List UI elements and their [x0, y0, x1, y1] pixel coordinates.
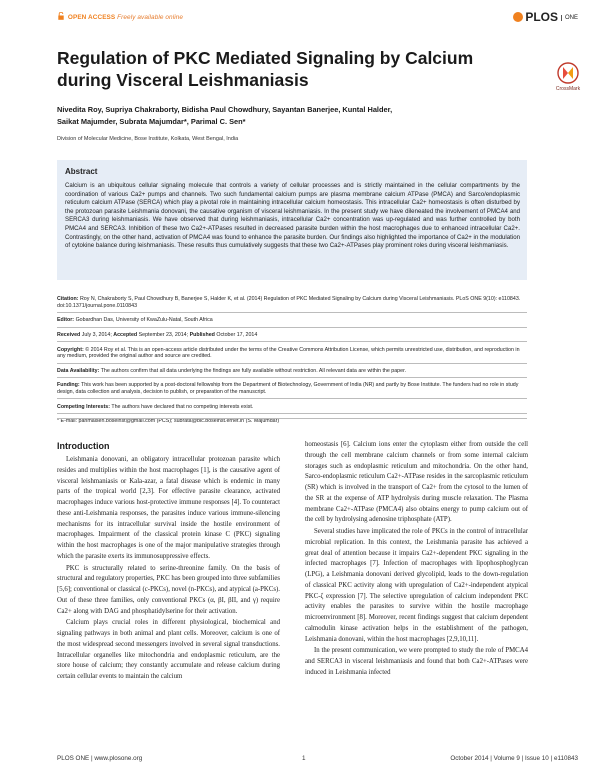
section-divider [57, 418, 527, 419]
citation: Citation: Roy N, Chakraborty S, Paul Chowdhury B, Banerjee S, Halder K, et al. (2014) Regulation of PKC Mediated Signaling by Calcium during Visceral Leishmaniasis. PLoS ONE 9(10): e110843. doi:10.1371/journal.pone.0110843 [57, 296, 521, 309]
journal-header [58, 10, 578, 26]
journal-suffix: ONE [561, 15, 578, 21]
introduction-heading: Introduction [57, 441, 110, 451]
affiliation: Division of Molecular Medicine, Bose Institute, Kolkata, West Bengal, India [57, 136, 239, 142]
crossmark-badge[interactable] [548, 62, 588, 92]
footer-issue-info: October 2014 | Volume 9 | Issue 10 | e110843 [450, 755, 578, 762]
authors-line-1: Nivedita Roy, Supriya Chakraborty, Bidisha Paul Chowdhury, Sayantan Banerjee, Kuntal Halder, [57, 105, 393, 114]
competing-interests: Competing Interests: The authors have declared that no competing interests exist. [57, 403, 254, 410]
intro-paragraph: homeostasis [6]. Calcium ions enter the cytoplasm either from outside the cell through the cell membrane calcium channels or from some internal calcium storages such as endoplasmic reticulum and mitochondria. On the other hand, Sarco-endoplasmic reticulum Ca2+-ATPase resides in the sarcoplasmic reticulum (SR) which is involved in the transport of Ca2+ from the cytosol to the lumen of the SR at the expense of ATP hydrolysis during muscle relaxation. The Plasma membrane Ca2+-ATPase (PMCA4) also obtains energy to pump calcium out of the cell by hydrolysing adenosine triphosphate (ATP). [305, 441, 528, 524]
data-availability: Data Availability: The authors confirm that all data underlying the findings are fully available without restriction. All relevant data are within the paper. [57, 367, 407, 374]
intro-paragraph: Several studies have implicated the role of PKCs in the control of intracellular microbial replication. In this context, the Leishmania parasite has achieved a great deal of attention because it impairs Ca2+-dependent PKC signaling in the infected macrophages [7]. Infection of macrophages with lipophosphoglycan (LPG), a Leishmania donovani derived glycolipid, leads to the down-regulation of classical PKC activity along with upregulation of Ca2+-independent atypical PKC-ζ expression [7]. The selective upregulation of calcium independent PKC activity enables the parasites to survive within the hostile macrophage microenvironment [8]. Moreover, recent findings suggest that calcium dependent calmodulin kinase activation helps in the establishment of the pathogen, Leishmania donovani, within the host macrophages [2,9,10,11]. [305, 528, 528, 643]
crossmark-icon [557, 62, 579, 84]
footer-journal-url[interactable]: PLOS ONE | www.plosone.org [57, 755, 143, 762]
article-title: Regulation of PKC Mediated Signaling by Calcium during Visceral Leishmaniasis [57, 48, 474, 90]
meta-divider [57, 363, 527, 364]
meta-divider [57, 377, 527, 378]
body-column-right [305, 440, 528, 680]
abstract-box [57, 160, 527, 280]
journal-logo [513, 10, 578, 24]
abstract-heading: Abstract [65, 167, 98, 176]
funding: Funding: This work has been supported by a post-doctoral fellowship from the Department of Biotechnology, Government of India (NR) and partly by Bose Institute. The funders had no role in study design, data collection and analysis, decision to publish, or preparation of the manuscript. [57, 382, 519, 396]
meta-divider [57, 327, 527, 328]
journal-name: PLOS [525, 10, 558, 24]
plos-dot-icon [513, 12, 523, 22]
intro-paragraph: In the present communication, we were prompted to study the role of PMCA4 and SERCA3 in visceral leishmaniasis and found that both Ca2+-ATPases were induced in Leishmania infected [305, 647, 528, 676]
copyright: Copyright: © 2014 Roy et al. This is an open-access article distributed under the terms of the Creative Commons Attribution License, which permits unrestricted use, distribution, and reproduction in any medium, provided the original author and source are credited. [57, 346, 520, 360]
meta-divider [57, 341, 527, 342]
page-number: 1 [302, 755, 306, 762]
meta-divider [57, 312, 527, 313]
free-availability-label: Freely available online [117, 14, 184, 21]
dates: Received July 3, 2014; Accepted September 23, 2014; Published October 17, 2014 [57, 331, 258, 338]
access-label: ACCESS [88, 14, 116, 21]
open-label: OPEN [67, 14, 87, 21]
author-list [57, 104, 527, 128]
open-access-badge [58, 12, 183, 21]
editor: Editor: Gobardhan Das, University of KwaZulu-Natal, South Africa [57, 317, 213, 324]
intro-paragraph: PKC is structurally related to serine-threonine family. On the basis of structural and regulatory properties, PKC has been grouped into three subfamilies [5,6]; conventional or classical (c-PKCs), novel (n-PKCs), and atypical (a-PKCs). Out of these three families, only conventional PKCs (α, βI, βII, and γ) require Ca2+ along with DAG and phosphatidylserine for their activation. [57, 564, 280, 615]
meta-divider [57, 413, 527, 414]
corresponding-email: * E-mail: parimalsen.boseinst@gmail.com (PCS); subrata@bic.boseinst.ernet.in (S. Majumdar) [57, 418, 280, 425]
crossmark-label: CrossMark [555, 86, 581, 92]
body-column-left [57, 441, 280, 684]
intro-paragraph: Leishmania donovani, an obligatory intracellular protozoan parasite which resides and multiplies within the host macrophages [1], is the causative agent of visceral leishmaniasis or Kala-azar, a fatal disease which is endemic in many parts of the tropical world [2,3]. For effective parasite clearance, activated macrophages induce various host-protective immune responses [4]. To counteract these anti-Leishmania responses, the parasites induce various immune-silencing mechanisms for its intracellular survival inside the hostile environment of macrophages. Impairment of the classical protein kinase C (PKC) signaling within the host macrophages is one of the major manipulative strategies through which the parasite exerts its immunosuppressive effects. [57, 456, 280, 560]
meta-divider [57, 398, 527, 399]
authors-line-2: Saikat Majumder, Subrata Majumdar*, Parimal C. Sen* [57, 117, 246, 126]
abstract-text: Calcium is an ubiquitous cellular signaling molecule that controls a variety of cellular processes and is strictly maintained in the cellular compartments by the coordination of various Ca2+ pumps and channels. Two such fundamental calcium pumps are plasma membrane calcium ATPase (PMCA) and Sarco/endoplasmic reticulum calcium ATPase (SERCA) which play a pivotal role in maintaining intracellular calcium homeostasis. This intracellular Ca2+ homeostasis is often disturbed by the protozoan parasite Leishmania donovani, the causative organism of visceral leishmaniasis. In the present study we have dileneated the involvement of PMCA4 and SERCA3 during leishmaniasis. We have observed that during leishmaniasis, intracellular Ca2+ concentration was up-regulated and was further controlled by both PMCA4 and SERCA3. Inhibition of these two Ca2+-ATPases resulted in decreased parasite burden within the host macrophages due to enhanced intracellular Ca2+. Contrastingly, on the other hand, activation of PMCA4 was found to enhance the parasite burden. Our findings also highlighted the importance of Ca2+ in the modulation of cytokine balance during leishmaniasis. These results thus cumulatively suggests that these two Ca2+-ATPases play prominent roles during visceral leishmaniasis. [65, 182, 520, 250]
article-metadata [57, 296, 527, 429]
open-lock-icon [58, 12, 64, 20]
intro-paragraph: Calcium plays crucial roles in different physiological, biochemical and signaling pathways in both animal and plant cells. Moreover, calcium is one of the most widespread second messengers involved in several signal transductions. Intracellular organelles like mitochondria and endoplasmic reticulum, are the store house of calcium; they constantly accumulate and release calcium during certain cellular events to maintain the calcium [57, 619, 280, 680]
